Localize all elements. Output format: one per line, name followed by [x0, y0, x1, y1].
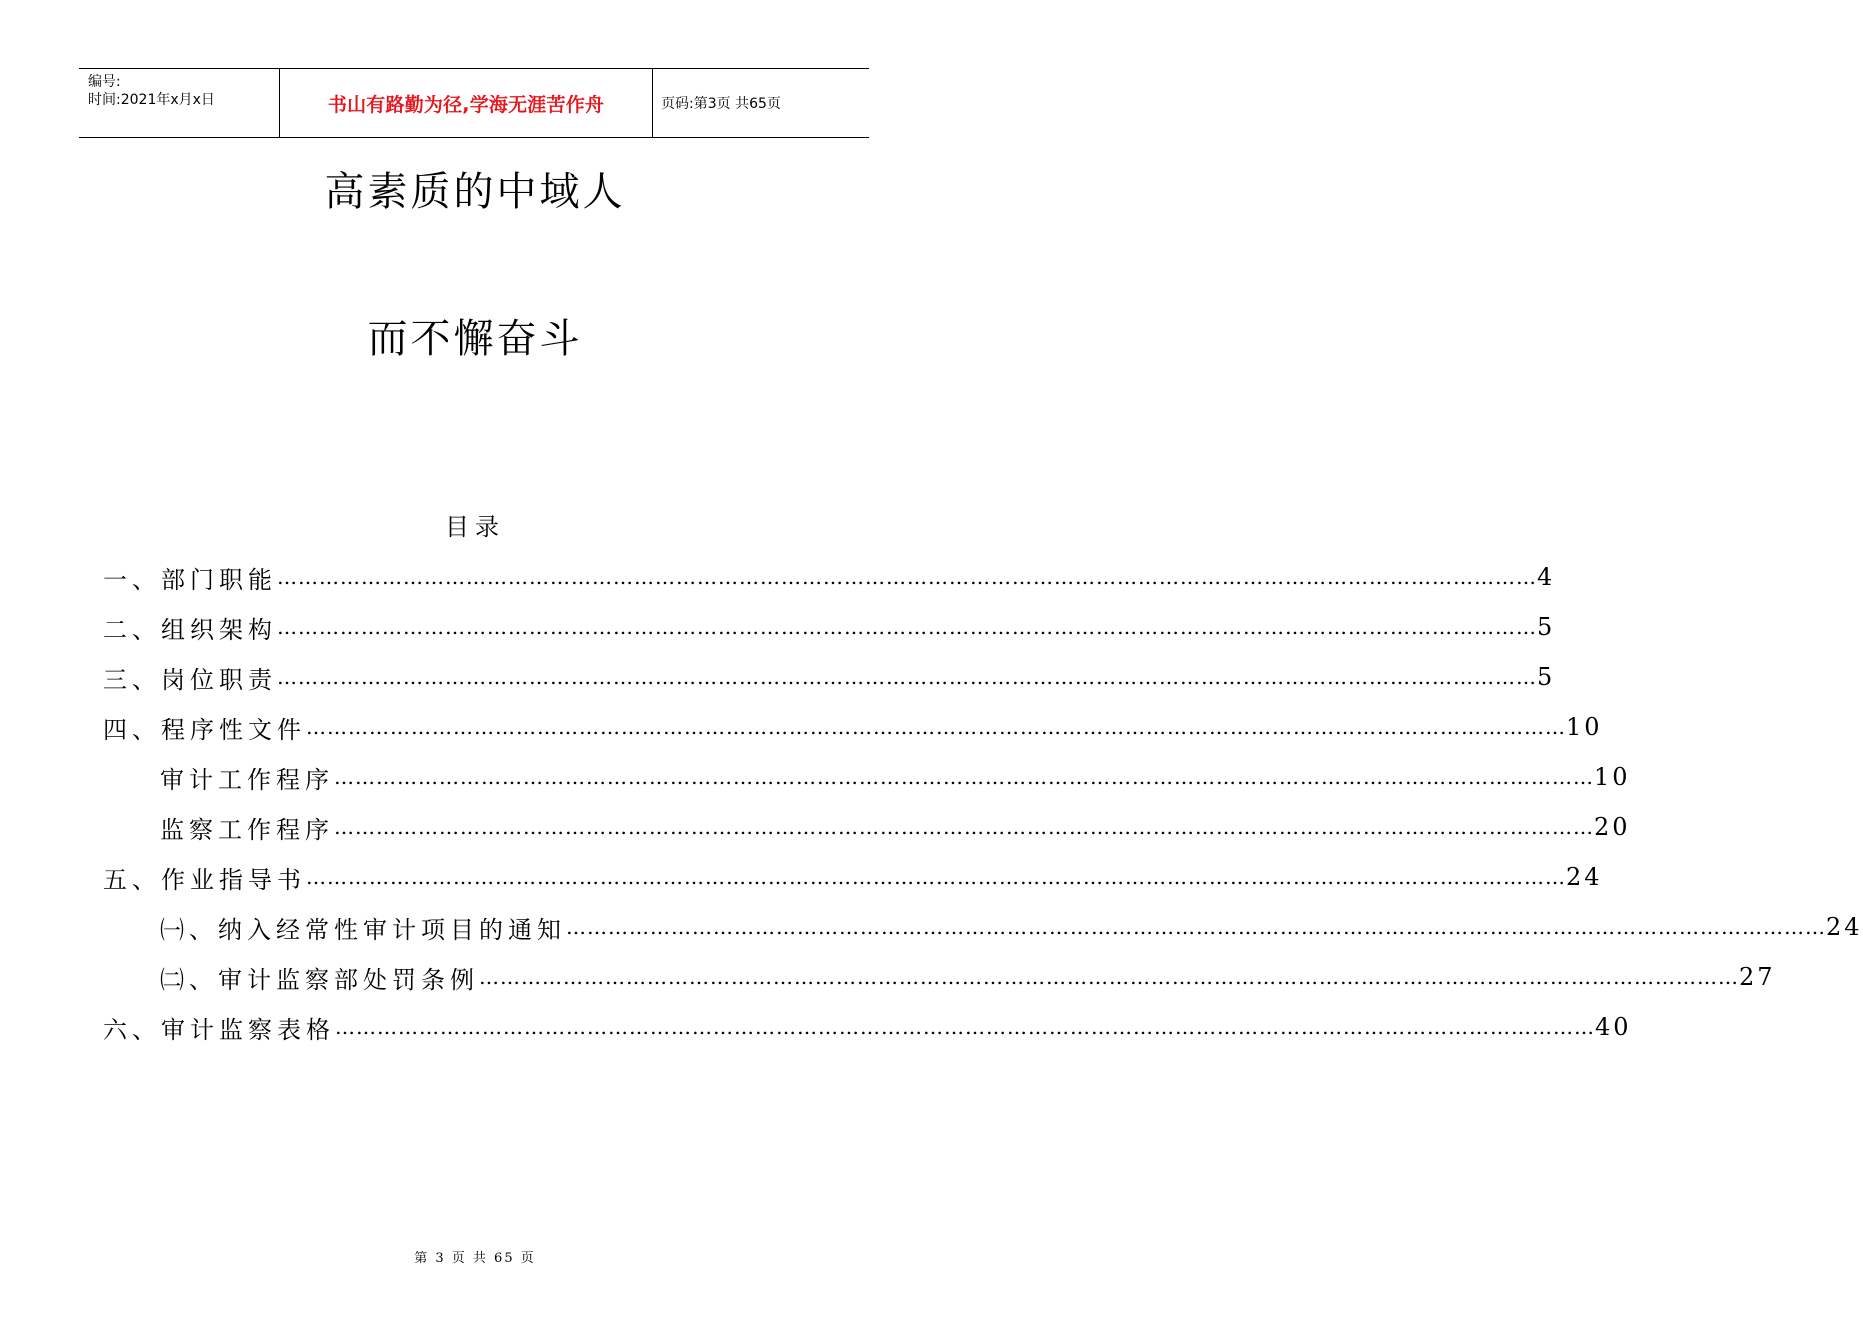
toc-leader-dots: ……………………………………………………………………………………………………………………………………………………………… — [277, 565, 1537, 589]
cover-title-line-2: 而不懈奋斗 — [367, 316, 583, 362]
header-page-info: 页码:第3页 共65页 — [661, 96, 781, 112]
toc-leader-dots: ……………………………………………………………………………………………………………………………………………………………… — [479, 965, 1739, 989]
toc-leader-dots: ……………………………………………………………………………………………………………………………………………………………… — [306, 865, 1566, 889]
toc-entry-page: 5 — [1537, 613, 1556, 641]
cover-title-line-1: 高素质的中域人 — [324, 169, 626, 215]
toc-leader-dots: ……………………………………………………………………………………………………………………………………………………………… — [277, 665, 1537, 689]
toc-entry[interactable] — [103, 652, 1556, 702]
toc-entry-label: 四、程序性文件 — [103, 715, 306, 744]
toc-leader-dots: ……………………………………………………………………………………………………………………………………………………………… — [566, 915, 1826, 939]
toc-entry-page: 40 — [1595, 1013, 1632, 1041]
toc-title: 目录 — [445, 513, 505, 541]
toc-entry[interactable] — [103, 552, 1556, 602]
toc-leader-dots: ……………………………………………………………………………………………………………………………………………………………… — [335, 1015, 1595, 1039]
toc-entry-page: 27 — [1739, 963, 1776, 991]
toc-entry-label: 一、部门职能 — [103, 565, 277, 594]
toc-subentry[interactable] — [103, 752, 1631, 802]
header-motto: 书山有路勤为径,学海无涯苦作舟 — [280, 69, 653, 137]
toc-entry[interactable] — [103, 852, 1603, 902]
toc-entry-page: 10 — [1566, 713, 1603, 741]
page-header — [79, 68, 869, 138]
toc-entry-page: 10 — [1594, 763, 1631, 791]
toc-entry-page: 4 — [1537, 563, 1556, 591]
toc-leader-dots: ……………………………………………………………………………………………………………………………………………………………… — [334, 765, 1594, 789]
toc-entry[interactable] — [103, 702, 1603, 752]
toc-subentry[interactable] — [103, 802, 1631, 852]
toc-entry-page: 5 — [1537, 663, 1556, 691]
time-label: 时间:2021年x月x日 — [88, 92, 215, 108]
toc-leader-dots: ……………………………………………………………………………………………………………………………………………………………… — [277, 615, 1537, 639]
toc-entry-label: ㈠、纳入经常性审计项目的通知 — [160, 915, 566, 944]
toc-entry-page: 20 — [1594, 813, 1631, 841]
toc-entry[interactable] — [103, 1002, 1632, 1052]
table-of-contents — [103, 552, 1863, 1052]
toc-entry-label: 二、组织架构 — [103, 615, 277, 644]
toc-subentry[interactable] — [103, 902, 1863, 952]
toc-leader-dots: ……………………………………………………………………………………………………………………………………………………………… — [334, 815, 1594, 839]
toc-entry-label: 六、审计监察表格 — [103, 1015, 335, 1044]
toc-entry-label: 监察工作程序 — [160, 815, 334, 844]
toc-subentry[interactable] — [103, 952, 1776, 1002]
toc-entry-label: 五、作业指导书 — [103, 865, 306, 894]
toc-entry-label: 三、岗位职责 — [103, 665, 277, 694]
toc-entry-page: 24 — [1566, 863, 1603, 891]
header-meta — [79, 69, 280, 137]
toc-entry-page: 24 — [1826, 913, 1863, 941]
toc-entry[interactable] — [103, 602, 1556, 652]
number-label: 编号: — [88, 74, 121, 90]
toc-entry-label: 审计工作程序 — [160, 765, 334, 794]
toc-leader-dots: ……………………………………………………………………………………………………………………………………………………………… — [306, 715, 1566, 739]
page-footer: 第 3 页 共 65 页 — [414, 1251, 536, 1266]
toc-entry-label: ㈡、审计监察部处罚条例 — [160, 965, 479, 994]
